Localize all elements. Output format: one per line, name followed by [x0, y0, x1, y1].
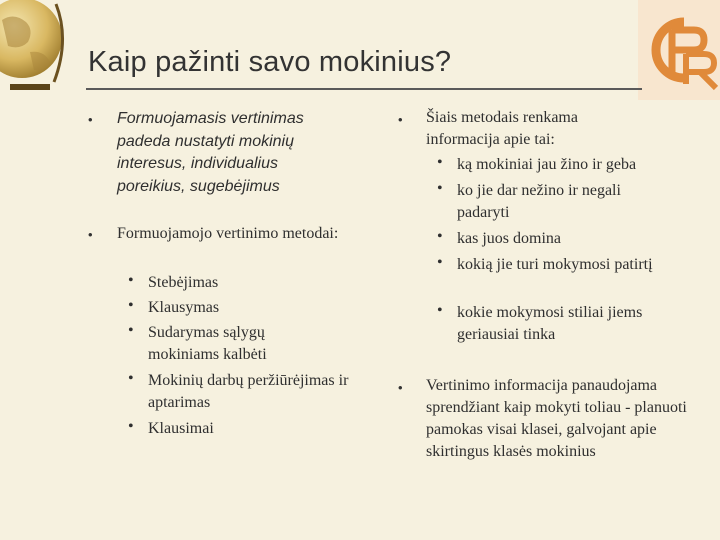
sub-bullet-icon: • [437, 302, 443, 319]
sub-bullet-icon: • [128, 370, 134, 387]
logo-icon [638, 0, 720, 100]
bullet-icon: • [88, 227, 93, 242]
sub-bullet-icon: • [128, 418, 134, 435]
sub-bullet-icon: • [128, 272, 134, 289]
left-bullet-1: Formuojamasis vertinimas padeda nustatyti mokinių interesus, individualius poreikius, sugebėjimus [117, 110, 304, 195]
sub-bullet-icon: • [128, 297, 134, 314]
method-item: Klausimai [148, 420, 214, 437]
sub-bullet-icon: • [128, 322, 134, 339]
right-bullet-1-heading: Šiais metodais renkama informacija apie tai: [426, 109, 578, 148]
title-divider [86, 88, 642, 90]
method-item: Stebėjimas [148, 274, 219, 291]
sub-bullet-icon: • [437, 180, 443, 197]
sub-bullet-icon: • [437, 254, 443, 271]
bullet-icon: • [398, 112, 403, 127]
sub-bullet-icon: • [437, 228, 443, 245]
bullet-icon: • [88, 112, 93, 127]
info-item: ką mokiniai jau žino ir geba [457, 156, 637, 173]
method-item: Klausymas [148, 299, 220, 316]
left-bullet-2-heading: Formuojamojo vertinimo metodai: [117, 225, 339, 242]
right-bullet-2: Vertinimo informacija panaudojama sprendžiant kaip mokyti toliau - planuoti pamokas visai klasei, galvojant apie skirtingus klasės mokinius [426, 377, 687, 460]
method-item: Mokinių darbų peržiūrėjimas ir aptarimas [148, 372, 349, 411]
method-item: Sudarymas sąlygų mokiniams kalbėti [148, 324, 267, 363]
page-title: Kaip pažinti savo mokinius? [88, 46, 452, 78]
sub-bullet-icon: • [437, 154, 443, 171]
info-item: kokią jie turi mokymosi patirtį [457, 256, 653, 273]
bullet-icon: • [398, 380, 403, 395]
info-item: ko jie dar nežino ir negali padaryti [457, 182, 621, 221]
info-item: kokie mokymosi stiliai jiems geriausiai tinka [457, 304, 643, 343]
info-item: kas juos domina [457, 230, 561, 247]
globe-icon [0, 0, 68, 92]
